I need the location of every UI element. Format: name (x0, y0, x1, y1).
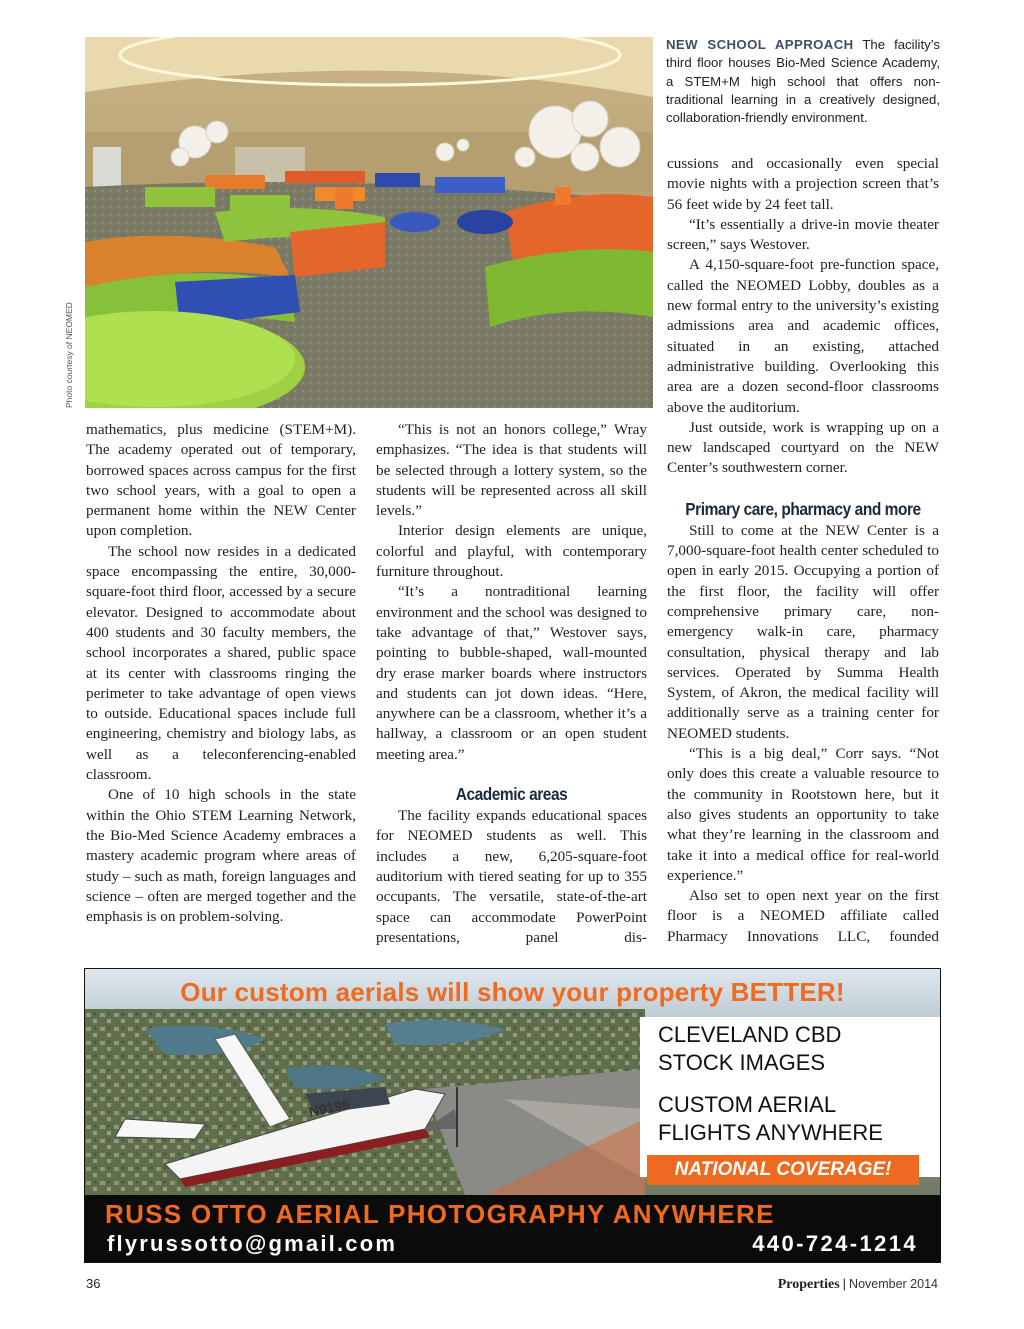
national-coverage-badge: NATIONAL COVERAGE! (647, 1155, 919, 1185)
paragraph: Still to come at the NEW Center is a 7,000-square-foot health center scheduled to open in early 2015. Occupying a portion of the first floor, the facility will offer comprehensive primary care, non-emergency walk-in care, pharmacy consultation, physical therapy and lab services. Operated by Summa Health System, of Akron, the medical facility will additionally serve as a training center for NEOMED students. (667, 521, 939, 742)
paragraph: “This is not an honors college,” Wray emphasizes. “The idea is that students will be selected through a lottery system, so the students will be represented across all skill levels.” (376, 421, 647, 520)
issue-date: November 2014 (849, 1277, 938, 1291)
paragraph: Just outside, work is wrapping up on a new landscaped courtyard on the NEW Center’s southwestern corner. (667, 418, 939, 477)
paragraph: The facility expands educational spaces for NEOMED students as well. This includes a new, 6,205-square-foot auditorium with tiered seating for up to 355 occupants. The versatile, state-of-the-art space can accommodate PowerPoint presentations, panel dis- (376, 807, 647, 946)
paragraph: A 4,150-square-foot pre-function space, called the NEOMED Lobby, doubles as a new formal entry to the university’s existing admissions area and academic offices, situated in an existing, attached administrative building. Overlooking this area are a dozen second-floor classrooms above the auditorium. (667, 256, 939, 416)
caption-text: The facility’s third floor houses Bio-Med Science Academy, a STEM+M high school that offers non-traditional learning in a creatively designed, collaboration-friendly environment. (666, 37, 940, 126)
ad-offer-line: STOCK IMAGES (658, 1050, 826, 1075)
ad-email-link[interactable]: flyrussotto@gmail.com (107, 1231, 398, 1256)
article-column-2 (376, 420, 647, 948)
subhead-primary-care: Primary care, pharmacy and more (685, 498, 921, 519)
running-footer (778, 1276, 938, 1293)
caption-head: NEW SCHOOL APPROACH (666, 37, 854, 52)
ad-offer-custom (658, 1091, 883, 1147)
photo-credit: Photo courtesy of NEOMED (64, 302, 74, 408)
paragraph: The school now resides in a dedicated space encompassing the entire, 30,000-square-foot third floor, accessed by a secure elevator. Designed to accommodate about 400 students and 30 faculty members, the school incorporates a shared, public space at its center with classrooms ringing the perimeter to take advantage of open views to outside. Educational spaces include full engineering, chemistry and biology labs, as well as a teleconferencing-enabled classroom. (86, 542, 356, 784)
article-column-3 (667, 154, 939, 947)
footer-separator: | (842, 1276, 847, 1291)
ad-offer-line: CLEVELAND CBD (658, 1022, 842, 1047)
photo-caption (666, 36, 940, 127)
page-number: 36 (86, 1276, 101, 1291)
paragraph: Also set to open next year on the first floor is a NEOMED affiliate called Pharmacy Innovations LLC, founded (667, 887, 939, 945)
ad-headline: Our custom aerials will show your property BETTER! (180, 977, 845, 1007)
ad-offer-stock (658, 1021, 841, 1077)
aerial-photography-ad[interactable] (84, 968, 941, 1263)
article-column-1 (86, 420, 356, 927)
paragraph: “It’s essentially a drive-in movie theater screen,” says Westover. (667, 215, 939, 254)
subhead-academic-areas: Academic areas (455, 784, 568, 805)
ad-company-name: RUSS OTTO AERIAL PHOTOGRAPHY ANYWHERE (105, 1199, 775, 1229)
ad-offer-line: CUSTOM AERIAL (658, 1092, 837, 1117)
plane-tail-number: N9196 (307, 1095, 351, 1120)
paragraph: Interior design elements are unique, colorful and playful, with contemporary furniture throughout. (376, 522, 647, 581)
paragraph: cussions and occasionally even special movie nights with a projection screen that’s 56 feet wide by 24 feet tall. (667, 155, 939, 213)
ad-offer-line: FLIGHTS ANYWHERE (658, 1120, 883, 1145)
paragraph: One of 10 high schools in the state within the Ohio STEM Learning Network, the Bio-Med Science Academy embraces a mastery academic program where areas of study – such as math, foreign languages and science – often are merged together and the emphasis is on problem-solving. (86, 786, 356, 926)
lounge-photo (85, 37, 653, 408)
paragraph: “It’s a nontraditional learning environment and the school was designed to take advantage of that,” Westover says, pointing to bubble-shaped, wall-mounted dry erase marker boards where instructors and students can jot down ideas. “Here, anywhere can be a classroom, whether it’s a hallway, a classroom or an open student meeting area.” (376, 583, 647, 763)
paragraph: “This is a big deal,” Corr says. “Not only does this create a valuable resource to the community in Rootstown here, but it also gives students an opportunity to take what they’re learning in the classroom and take it into a medical office for real-world experience.” (667, 745, 939, 884)
ad-phone-number[interactable]: 440-724-1214 (752, 1231, 918, 1256)
magazine-name: Properties (777, 1277, 840, 1292)
paragraph: mathematics, plus medicine (STEM+M). The academy operated out of temporary, borrowed spaces across campus for the first two school years, with a goal to open a permanent home within the NEW Center upon completion. (86, 421, 356, 540)
